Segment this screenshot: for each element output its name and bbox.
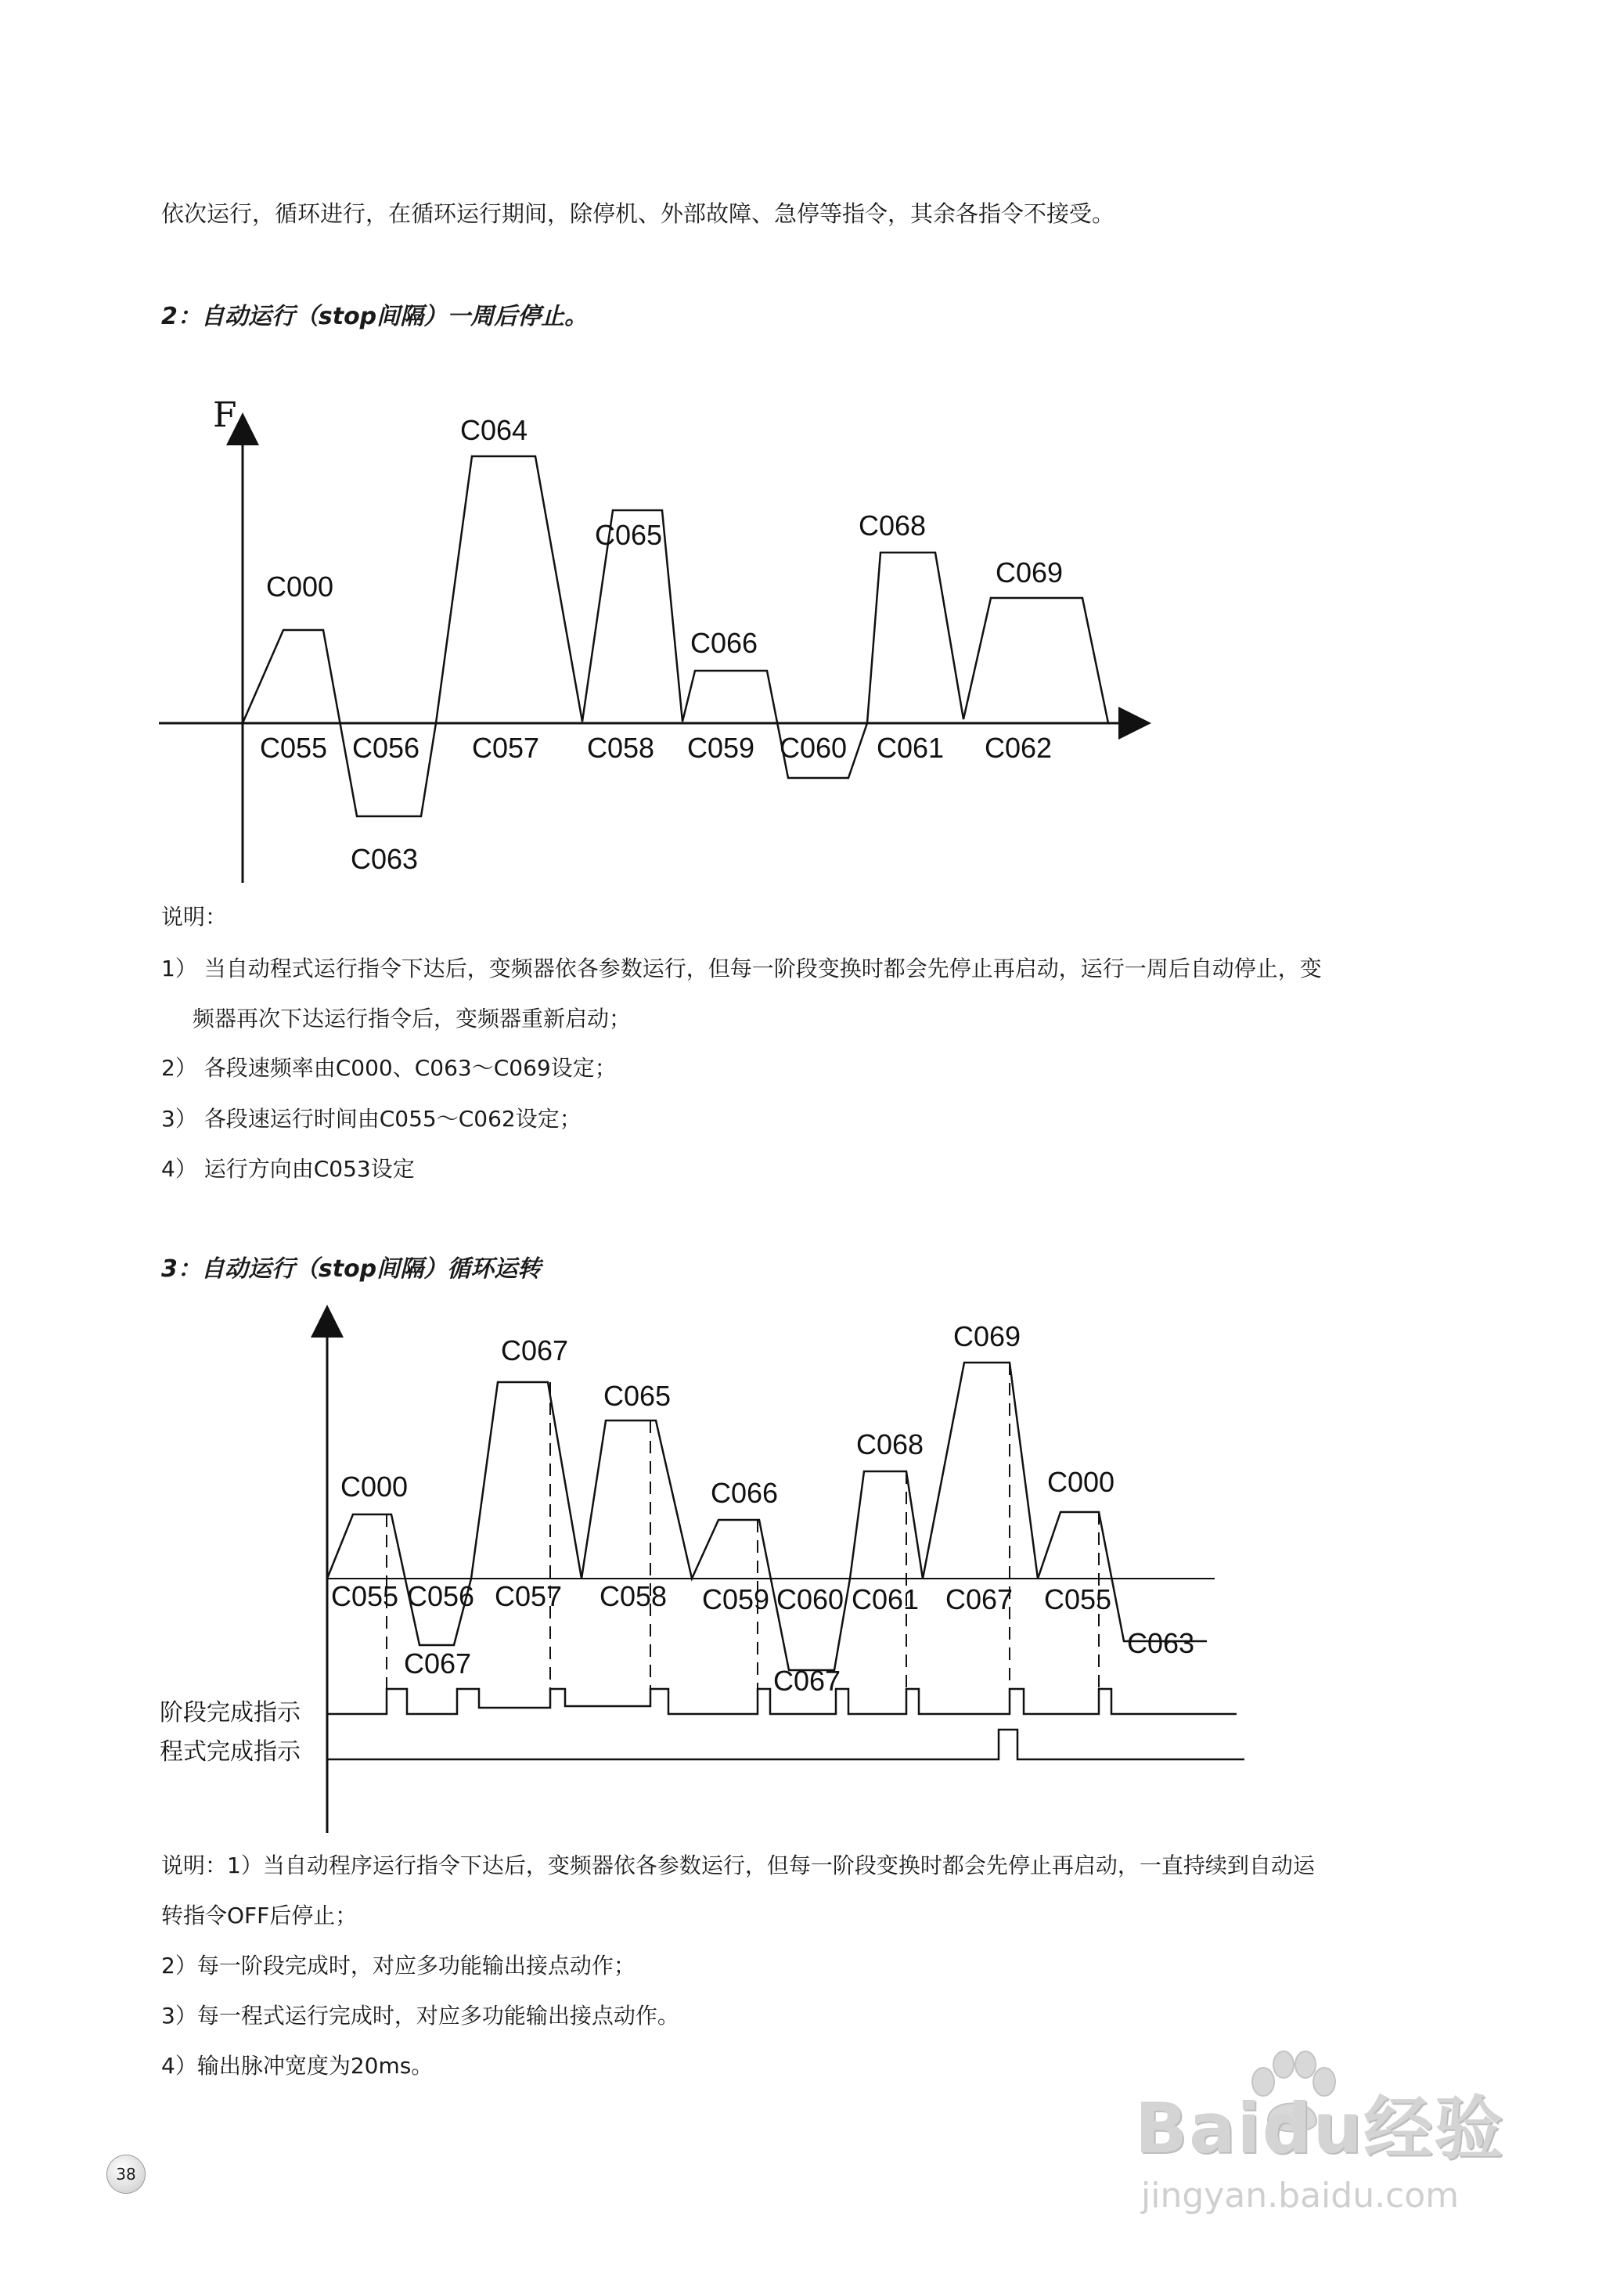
label-c063: C063 <box>351 843 419 875</box>
label-c068: C068 <box>856 1428 924 1460</box>
label-c057: C057 <box>472 732 540 764</box>
label-c061: C061 <box>852 1583 920 1615</box>
label-c067-c: C067 <box>773 1665 841 1697</box>
label-c060: C060 <box>776 1583 844 1615</box>
label-c069: C069 <box>996 556 1064 589</box>
watermark-url: jingyan.baidu.com <box>1141 2176 1460 2216</box>
label-c061: C061 <box>877 732 945 764</box>
label-c067-d: C067 <box>945 1583 1014 1615</box>
notes3-item4: 4）输出脉冲宽度为20ms。 <box>161 2053 434 2079</box>
label-c055: C055 <box>260 732 328 764</box>
label-c058: C058 <box>587 732 655 764</box>
label-c065: C065 <box>595 519 663 551</box>
label-c066: C066 <box>690 627 758 659</box>
notes2-item4: 4） 运行方向由C053设定 <box>161 1156 415 1182</box>
label-c058: C058 <box>600 1580 668 1612</box>
label-c062: C062 <box>985 732 1053 764</box>
watermark-brand: Baidu经验 <box>1135 2088 1505 2169</box>
notes3-item2: 2）每一阶段完成时，对应多功能输出接点动作； <box>161 1953 636 1979</box>
label-c057: C057 <box>495 1580 563 1612</box>
label-c063: C063 <box>1127 1627 1195 1659</box>
label-c065: C065 <box>603 1380 672 1412</box>
notes2-item1b: 频器再次下达运行指令后，变频器重新启动； <box>193 1006 632 1032</box>
label-c056: C056 <box>352 732 420 764</box>
label-c055-a: C055 <box>331 1580 399 1612</box>
label-c059: C059 <box>687 732 755 764</box>
intro-paragraph: 依次运行，循环进行，在循环运行期间，除停机、外部故障、急停等指令，其余各指令不接受。 <box>161 200 1115 227</box>
label-c056: C056 <box>407 1580 475 1612</box>
program-complete-signal <box>327 1730 1244 1759</box>
label-c064: C064 <box>460 414 528 446</box>
chart-auto-run-single-cycle <box>0 376 1624 892</box>
label-c055-b: C055 <box>1044 1583 1112 1615</box>
label-c067-a: C067 <box>404 1647 472 1680</box>
notes3-item3: 3）每一程式运行完成时，对应多功能输出接点动作。 <box>161 2003 679 2029</box>
f-axis-label: F <box>213 395 237 435</box>
chart-auto-run-loop <box>0 1299 1624 1847</box>
signal-label-stage: 阶段完成指示 <box>160 1700 301 1726</box>
label-c000: C000 <box>266 571 334 603</box>
baidu-watermark <box>1135 2051 1511 2238</box>
signal-label-program: 程式完成指示 <box>160 1739 301 1765</box>
notes2-item2: 2） 各段速频率由C000、C063～C069设定； <box>161 1055 617 1081</box>
notes2-item3: 3） 各段速运行时间由C055～C062设定； <box>161 1106 582 1132</box>
label-c067-b: C067 <box>501 1334 569 1366</box>
label-c059: C059 <box>702 1583 770 1615</box>
label-c069: C069 <box>953 1320 1021 1352</box>
notes3-item1a: 说明：1）当自动程序运行指令下达后，变频器依各参数运行，但每一阶段变换时都会先停止再启动，一直持续到自动运 <box>161 1853 1315 1878</box>
page-number: 38 <box>106 2155 146 2194</box>
frequency-profile <box>327 1363 1207 1670</box>
label-c068: C068 <box>859 509 927 542</box>
label-c000-b: C000 <box>1047 1466 1115 1498</box>
label-c000-a: C000 <box>340 1471 409 1503</box>
notes2-title: 说明： <box>161 904 228 930</box>
section3-title: 3：自动运行（stop间隔）循环运转 <box>161 1255 542 1283</box>
notes3-item1b: 转指令OFF后停止； <box>161 1903 358 1928</box>
label-c060: C060 <box>780 732 848 764</box>
section2-title: 2：自动运行（stop间隔）一周后停止。 <box>161 303 589 330</box>
notes2-item1a: 1） 当自动程式运行指令下达后，变频器依各参数运行，但每一阶段变换时都会先停止再启动，运行一周后自动停止，变 <box>161 956 1322 981</box>
label-c066: C066 <box>711 1477 779 1509</box>
